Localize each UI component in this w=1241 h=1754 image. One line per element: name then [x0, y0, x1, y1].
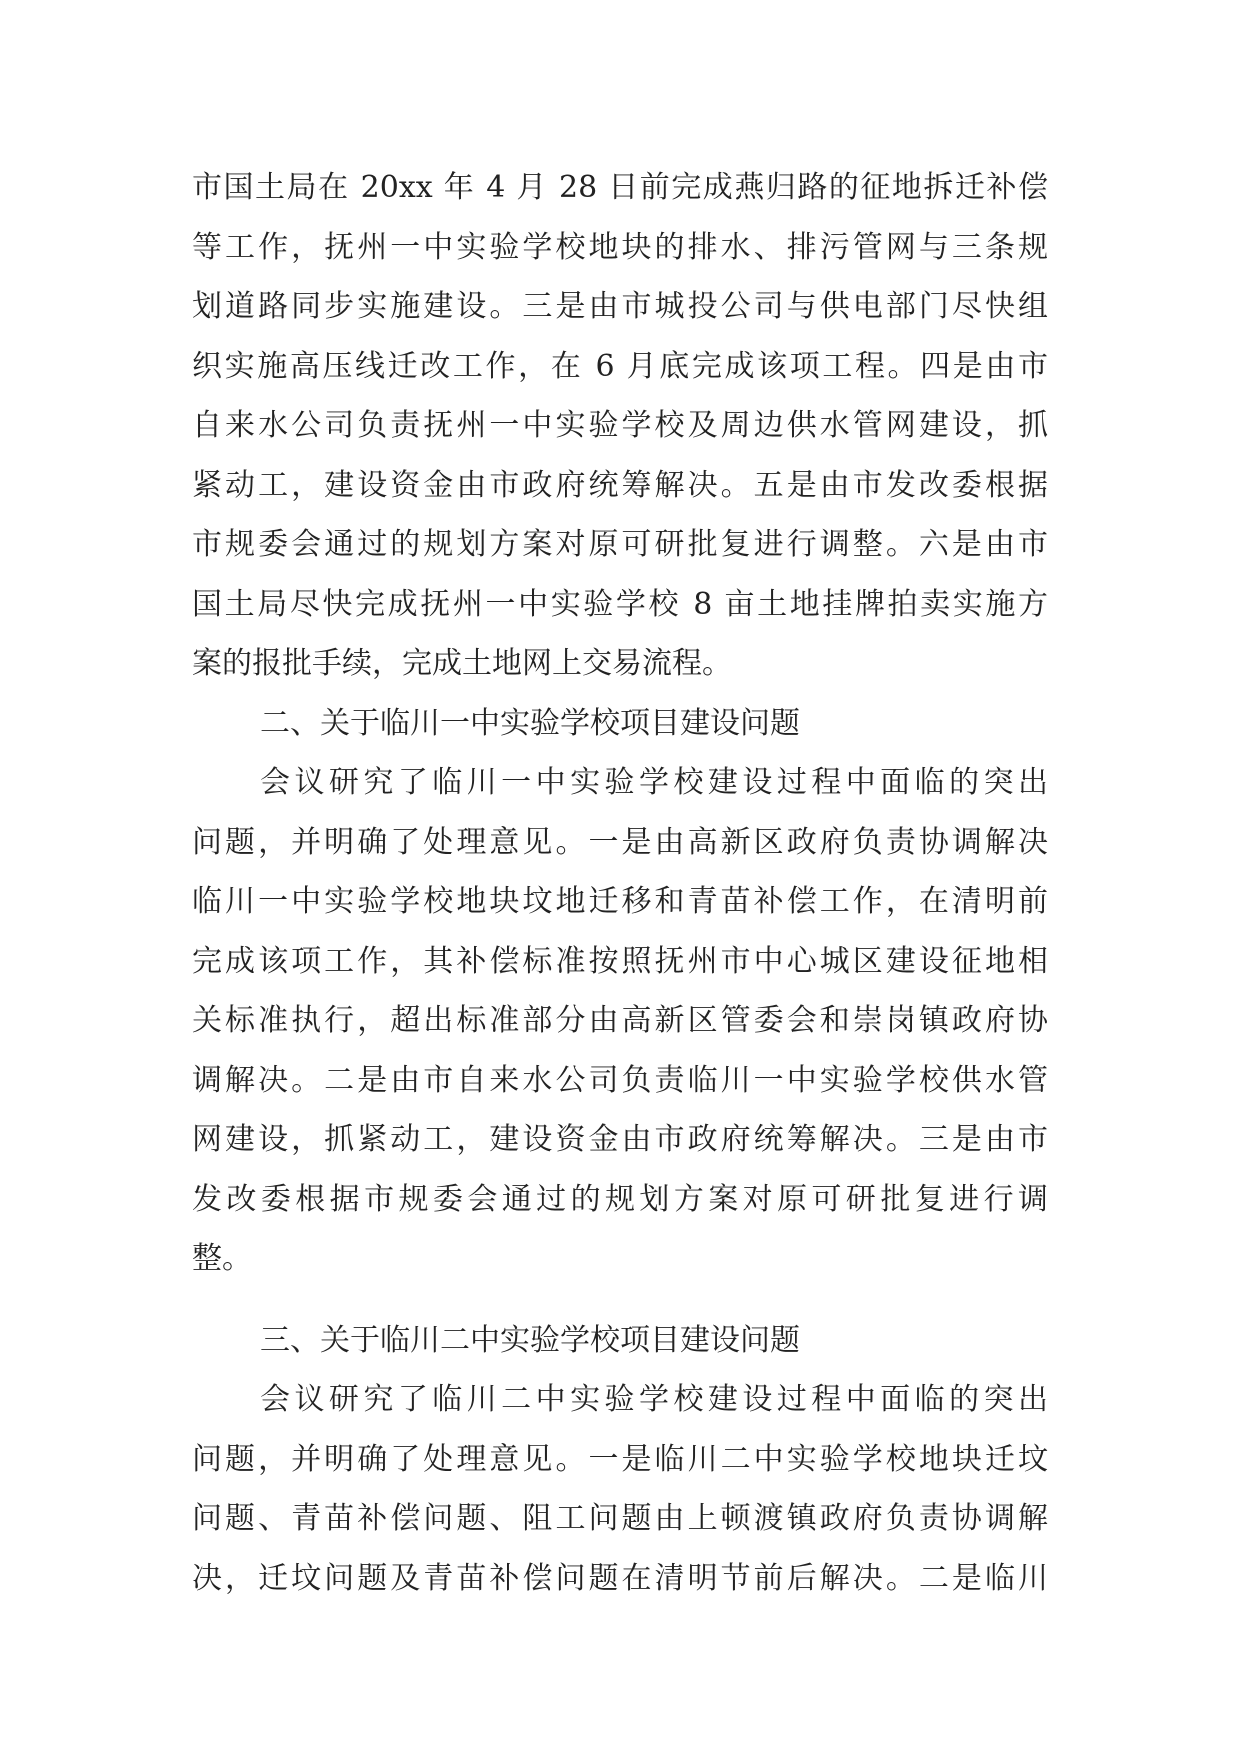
body-text-line: 会议研究了临川二中实验学校建设过程中面临的突出 — [260, 1382, 1048, 1417]
body-text-line: 市国土局在 20xx 年 4 月 28 日前完成燕归路的征地拆迁补偿 — [192, 170, 1048, 205]
body-text-line: 划道路同步实施建设。三是由市城投公司与供电部门尽快组 — [192, 289, 1048, 324]
section-heading-3: 三、关于临川二中实验学校项目建设问题 — [260, 1322, 800, 1358]
body-text-line: 临川一中实验学校地块坟地迁移和青苗补偿工作，在清明前 — [192, 884, 1048, 919]
paragraph-spacer — [192, 1289, 1048, 1311]
body-text-line: 织实施高压线迁改工作，在 6 月底完成该项工程。四是由市 — [192, 348, 1048, 384]
body-text-line: 会议研究了临川一中实验学校建设过程中面临的突出 — [260, 765, 1048, 800]
body-text-line: 关标准执行，超出标准部分由高新区管委会和崇岗镇政府协 — [192, 1003, 1048, 1038]
body-text-line: 国土局尽快完成抚州一中实验学校 8 亩土地挂牌拍卖实施方 — [192, 586, 1048, 622]
body-text-line: 发改委根据市规委会通过的规划方案对原可研批复进行调 — [192, 1181, 1048, 1217]
body-text-line: 市规委会通过的规划方案对原可研批复进行调整。六是由市 — [192, 527, 1048, 562]
body-text-line: 案的报批手续，完成土地网上交易流程。 — [192, 646, 732, 681]
document-body — [192, 158, 1048, 1608]
body-text-line: 决，迁坟问题及青苗补偿问题在清明节前后解决。二是临川 — [192, 1560, 1048, 1596]
body-text-line: 等工作，抚州一中实验学校地块的排水、排污管网与三条规 — [192, 229, 1048, 265]
body-text-line: 整。 — [192, 1241, 252, 1276]
body-text-line: 自来水公司负责抚州一中实验学校及周边供水管网建设，抓 — [192, 408, 1048, 443]
body-text-line: 完成该项工作，其补偿标准按照抚州市中心城区建设征地相 — [192, 943, 1048, 979]
body-text-line: 调解决。二是由市自来水公司负责临川一中实验学校供水管 — [192, 1062, 1048, 1098]
body-text-line: 网建设，抓紧动工，建设资金由市政府统筹解决。三是由市 — [192, 1122, 1048, 1157]
body-text-line: 问题，并明确了处理意见。一是临川二中实验学校地块迁坟 — [192, 1441, 1048, 1477]
body-text-line: 问题、青苗补偿问题、阻工问题由上顿渡镇政府负责协调解 — [192, 1501, 1048, 1536]
body-text-line: 问题，并明确了处理意见。一是由高新区政府负责协调解决 — [192, 824, 1048, 860]
section-heading-2: 二、关于临川一中实验学校项目建设问题 — [260, 705, 800, 741]
body-text-line: 紧动工，建设资金由市政府统筹解决。五是由市发改委根据 — [192, 467, 1048, 503]
